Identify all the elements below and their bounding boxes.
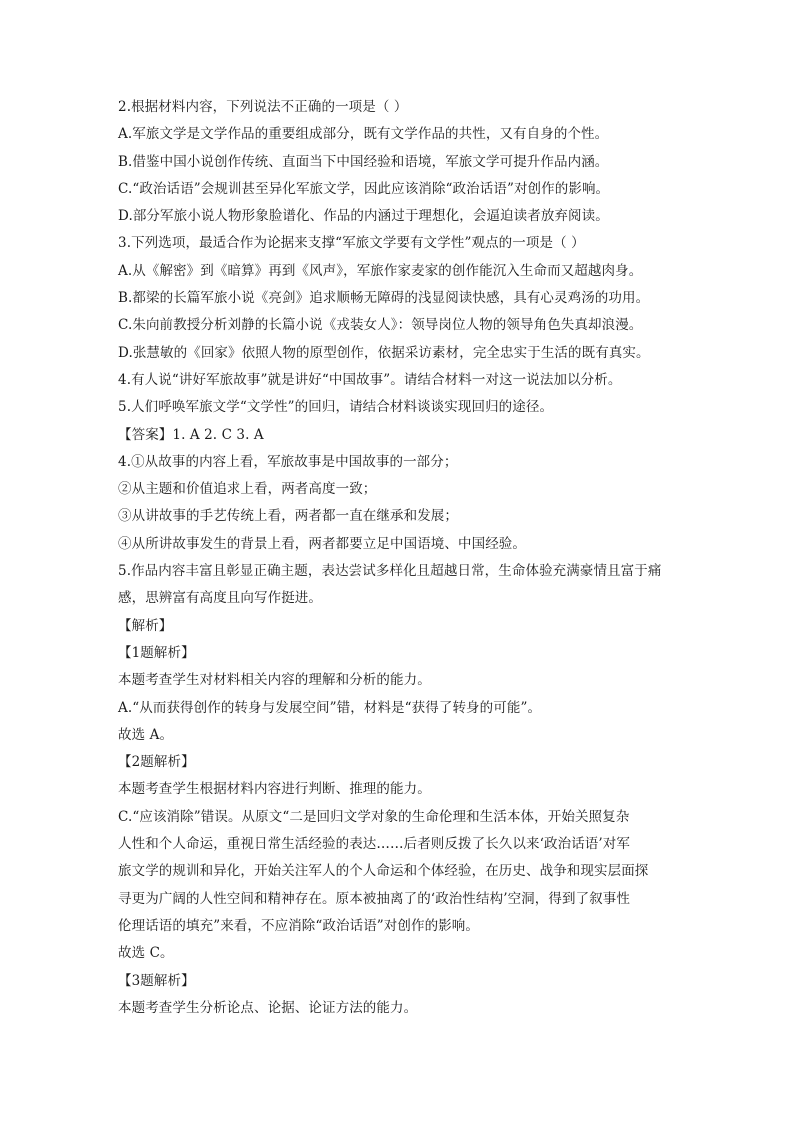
question-2-option-b: B.借鉴中国小说创作传统、直面当下中国经验和语境，军旅文学可提升作品内涵。 [118, 153, 609, 170]
answer-4-point-3: ③从讲故事的手艺传统上看，两者都一直在继承和发展； [118, 508, 458, 525]
question-3-option-b: B.都梁的长篇军旅小说《亮剑》追求顺畅无障碍的浅显阅读快感，具有心灵鸡汤的功用。 [118, 290, 650, 307]
analysis-2-heading: 【2题解析】 [118, 754, 195, 771]
answer-5-line-1: 5.作品内容丰富且彰显正确主题，表达尝试多样化且超越日常，生命体验充满豪情且富于痛 [118, 563, 662, 580]
question-2-stem: 2.根据材料内容，下列说法不正确的一项是（ ） [118, 99, 408, 115]
question-5-stem: 5.人们呼唤军旅文学“文学性”的回归，请结合材料谈谈实现回归的途径。 [118, 399, 554, 416]
question-3-option-d: D.张慧敏的《回家》依照人物的原型创作，依据采访素材，完全忠实于生活的既有真实。 [118, 344, 650, 361]
analysis-2-detail-line-3: 旅文学的规训和异化，开始关注军人的个人命运和个体经验，在历史、战争和现实层面探 [118, 863, 649, 880]
analysis-2-choice: 故选 C。 [118, 945, 174, 962]
analysis-2-detail-line-4: 寻更为广阔的人性空间和精神存在。原本被抽离了的‘政治性结构’空洞，得到了叙事性 [118, 890, 630, 907]
answer-heading: 【答案】1. A 2. C 3. A [118, 426, 264, 443]
document-page [118, 94, 678, 1022]
question-3-option-c: C.朱向前教授分析刘静的长篇小说《戎装女人》：领导岗位人物的领导角色失真却浪漫。 [118, 317, 643, 334]
analysis-2-detail-line-1: C.“应该消除”错误。从原文“二是回归文学对象的生命伦理和生活本体，开始关照复杂 [118, 808, 630, 825]
analysis-1-intro: 本题考查学生对材料相关内容的理解和分析的能力。 [118, 672, 431, 689]
question-4-stem: 4.有人说“讲好军旅故事”就是讲好“中国故事”。请结合材料一对这一说法加以分析。 [118, 371, 622, 388]
question-3-option-a: A.从《解密》到《暗算》再到《风声》，军旅作家麦家的创作能沉入生命而又超越肉身。 [118, 262, 643, 279]
analysis-heading: 【解析】 [118, 617, 173, 634]
question-3-stem: 3.下列选项，最适合作为论据来支撑“军旅文学要有文学性”观点的一项是（ ） [118, 235, 585, 252]
analysis-3-heading: 【3题解析】 [118, 972, 195, 989]
question-2-option-d: D.部分军旅小说人物形象脸谱化、作品的内涵过于理想化，会逼迫读者放弃阅读。 [118, 208, 609, 225]
analysis-1-choice: 故选 A。 [118, 726, 174, 743]
answer-4-point-2: ②从主题和价值追求上看，两者高度一致； [118, 481, 377, 498]
analysis-2-detail-line-2: 人性和个人命运，重视日常生活经验的表达……后者则反拨了长久以来‘政治话语’对军 [118, 836, 630, 853]
analysis-1-detail: A.“从而获得创作的转身与发展空间”错，材料是“获得了转身的可能”。 [118, 699, 542, 716]
analysis-2-detail-line-5: 伦理话语的填充”来看，不应消除“政治话语”对创作的影响。 [118, 917, 480, 934]
analysis-1-heading: 【1题解析】 [118, 644, 195, 661]
answer-4-point-1: 4.①从故事的内容上看，军旅故事是中国故事的一部分； [118, 453, 458, 470]
question-2-option-a: A.军旅文学是文学作品的重要组成部分，既有文学作品的共性，又有自身的个性。 [118, 126, 609, 143]
analysis-2-intro: 本题考查学生根据材料内容进行判断、推理的能力。 [118, 781, 431, 798]
analysis-3-intro: 本题考查学生分析论点、论据、论证方法的能力。 [118, 999, 418, 1016]
answer-4-point-4: ④从所讲故事发生的背景上看，两者都要立足中国语境、中国经验。 [118, 535, 526, 552]
answer-5-line-2: 感，思辨富有高度且向写作挺进。 [118, 590, 322, 607]
question-2-option-c: C.“政治话语”会规训甚至异化军旅文学，因此应该消除“政治话语”对创作的影响。 [118, 180, 610, 197]
